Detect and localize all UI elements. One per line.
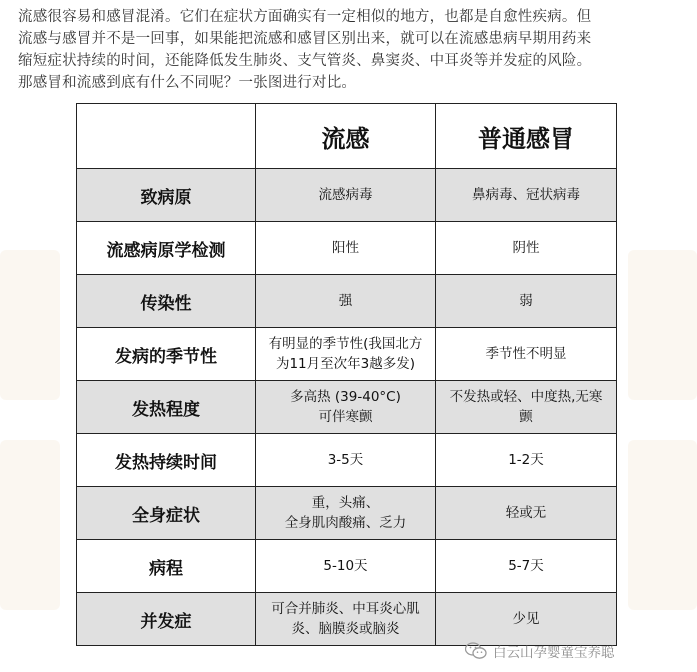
cell-text-line: 少见 xyxy=(512,611,540,627)
cell-text-line: 炎、脑膜炎或脑炎 xyxy=(291,621,400,637)
cell-text-line: 强 xyxy=(338,293,353,309)
cold-cell xyxy=(436,381,617,434)
flu-cell xyxy=(256,434,436,487)
row-label: 病程 xyxy=(77,540,256,593)
flu-cell xyxy=(256,381,436,434)
table-row xyxy=(77,540,617,593)
cell-text-line: 阴性 xyxy=(512,240,540,256)
cold-cell xyxy=(436,593,617,646)
row-label: 致病原 xyxy=(77,169,256,222)
cell-text-line: 季节性不明显 xyxy=(485,346,567,362)
table-row xyxy=(77,222,617,275)
header-common-cold: 普通感冒 xyxy=(436,104,617,169)
cold-cell xyxy=(436,169,617,222)
row-label: 流感病原学检测 xyxy=(77,222,256,275)
intro-line: 那感冒和流感到底有什么不同呢？一张图进行对比。 xyxy=(18,75,357,91)
flu-cell xyxy=(256,222,436,275)
header-flu: 流感 xyxy=(256,104,436,169)
row-label: 全身症状 xyxy=(77,487,256,540)
table-row xyxy=(77,487,617,540)
cell-text-line: 全身肌肉酸痛、乏力 xyxy=(284,515,407,531)
intro-line: 缩短症状持续的时间，还能降低发生肺炎、支气管炎、鼻窦炎、中耳炎等并发症的风险。 xyxy=(18,53,592,69)
table-header-row xyxy=(77,104,617,169)
cell-text-line: 弱 xyxy=(519,293,533,309)
flu-cell xyxy=(256,540,436,593)
cell-text-line: 为11月至次年3越多发) xyxy=(275,356,416,372)
cold-cell xyxy=(436,487,617,540)
flu-cell xyxy=(256,275,436,328)
cold-cell xyxy=(436,540,617,593)
row-label: 发热程度 xyxy=(77,381,256,434)
table-row xyxy=(77,328,617,381)
cell-text-line: 颤 xyxy=(519,409,533,425)
background-watermark-right-bottom xyxy=(628,440,697,610)
cell-text-line: 流感病毒 xyxy=(318,187,373,203)
header-corner-cell xyxy=(77,104,256,169)
cold-cell xyxy=(436,328,617,381)
background-watermark-left-bottom xyxy=(0,440,60,610)
flu-cell xyxy=(256,593,436,646)
cell-text-line: 3-5天 xyxy=(327,452,364,468)
flu-cell xyxy=(256,487,436,540)
background-watermark-left-top xyxy=(0,250,60,400)
table-row xyxy=(77,275,617,328)
wechat-account-name: 白云山孕婴童宝养聪 xyxy=(493,645,615,661)
table-row xyxy=(77,593,617,646)
cold-cell xyxy=(436,275,617,328)
flu-cell xyxy=(256,169,436,222)
table-row xyxy=(77,381,617,434)
flu-vs-cold-table xyxy=(76,103,617,646)
cell-text-line: 重，头痛、 xyxy=(311,495,380,511)
row-label: 传染性 xyxy=(77,275,256,328)
cell-text-line: 可合并肺炎、中耳炎心肌 xyxy=(271,601,420,617)
row-label: 并发症 xyxy=(77,593,256,646)
cell-text-line: 鼻病毒、冠状病毒 xyxy=(472,187,580,203)
cold-cell xyxy=(436,222,617,275)
cell-text-line: 5-7天 xyxy=(508,558,544,574)
intro-line: 流感很容易和感冒混淆。它们在症状方面确实有一定相似的地方，也都是自愈性疾病。但 xyxy=(18,9,592,25)
cell-text-line: 不发热或轻、中度热,无寒 xyxy=(449,389,603,405)
cold-cell xyxy=(436,434,617,487)
cell-text-line: 5-10天 xyxy=(323,558,368,574)
intro-paragraph xyxy=(18,6,683,94)
background-watermark-right-top xyxy=(628,250,697,400)
cell-text-line: 1-2天 xyxy=(508,452,544,468)
wechat-signature xyxy=(465,640,615,662)
intro-line: 流感与感冒并不是一回事，如果能把流感和感冒区别出来，就可以在流感患病早期用药来 xyxy=(18,31,592,47)
wechat-icon xyxy=(465,642,487,660)
table-row xyxy=(77,434,617,487)
cell-text-line: 阳性 xyxy=(332,240,359,256)
table-row xyxy=(77,169,617,222)
row-label: 发病的季节性 xyxy=(77,328,256,381)
cell-text-line: 可伴寒颤 xyxy=(318,409,373,425)
flu-cell xyxy=(256,328,436,381)
cell-text-line: 有明显的季节性(我国北方 xyxy=(268,336,423,352)
cell-text-line: 轻或无 xyxy=(505,505,547,521)
row-label: 发热持续时间 xyxy=(77,434,256,487)
cell-text-line: 多高热 (39-40°C) xyxy=(290,389,401,405)
